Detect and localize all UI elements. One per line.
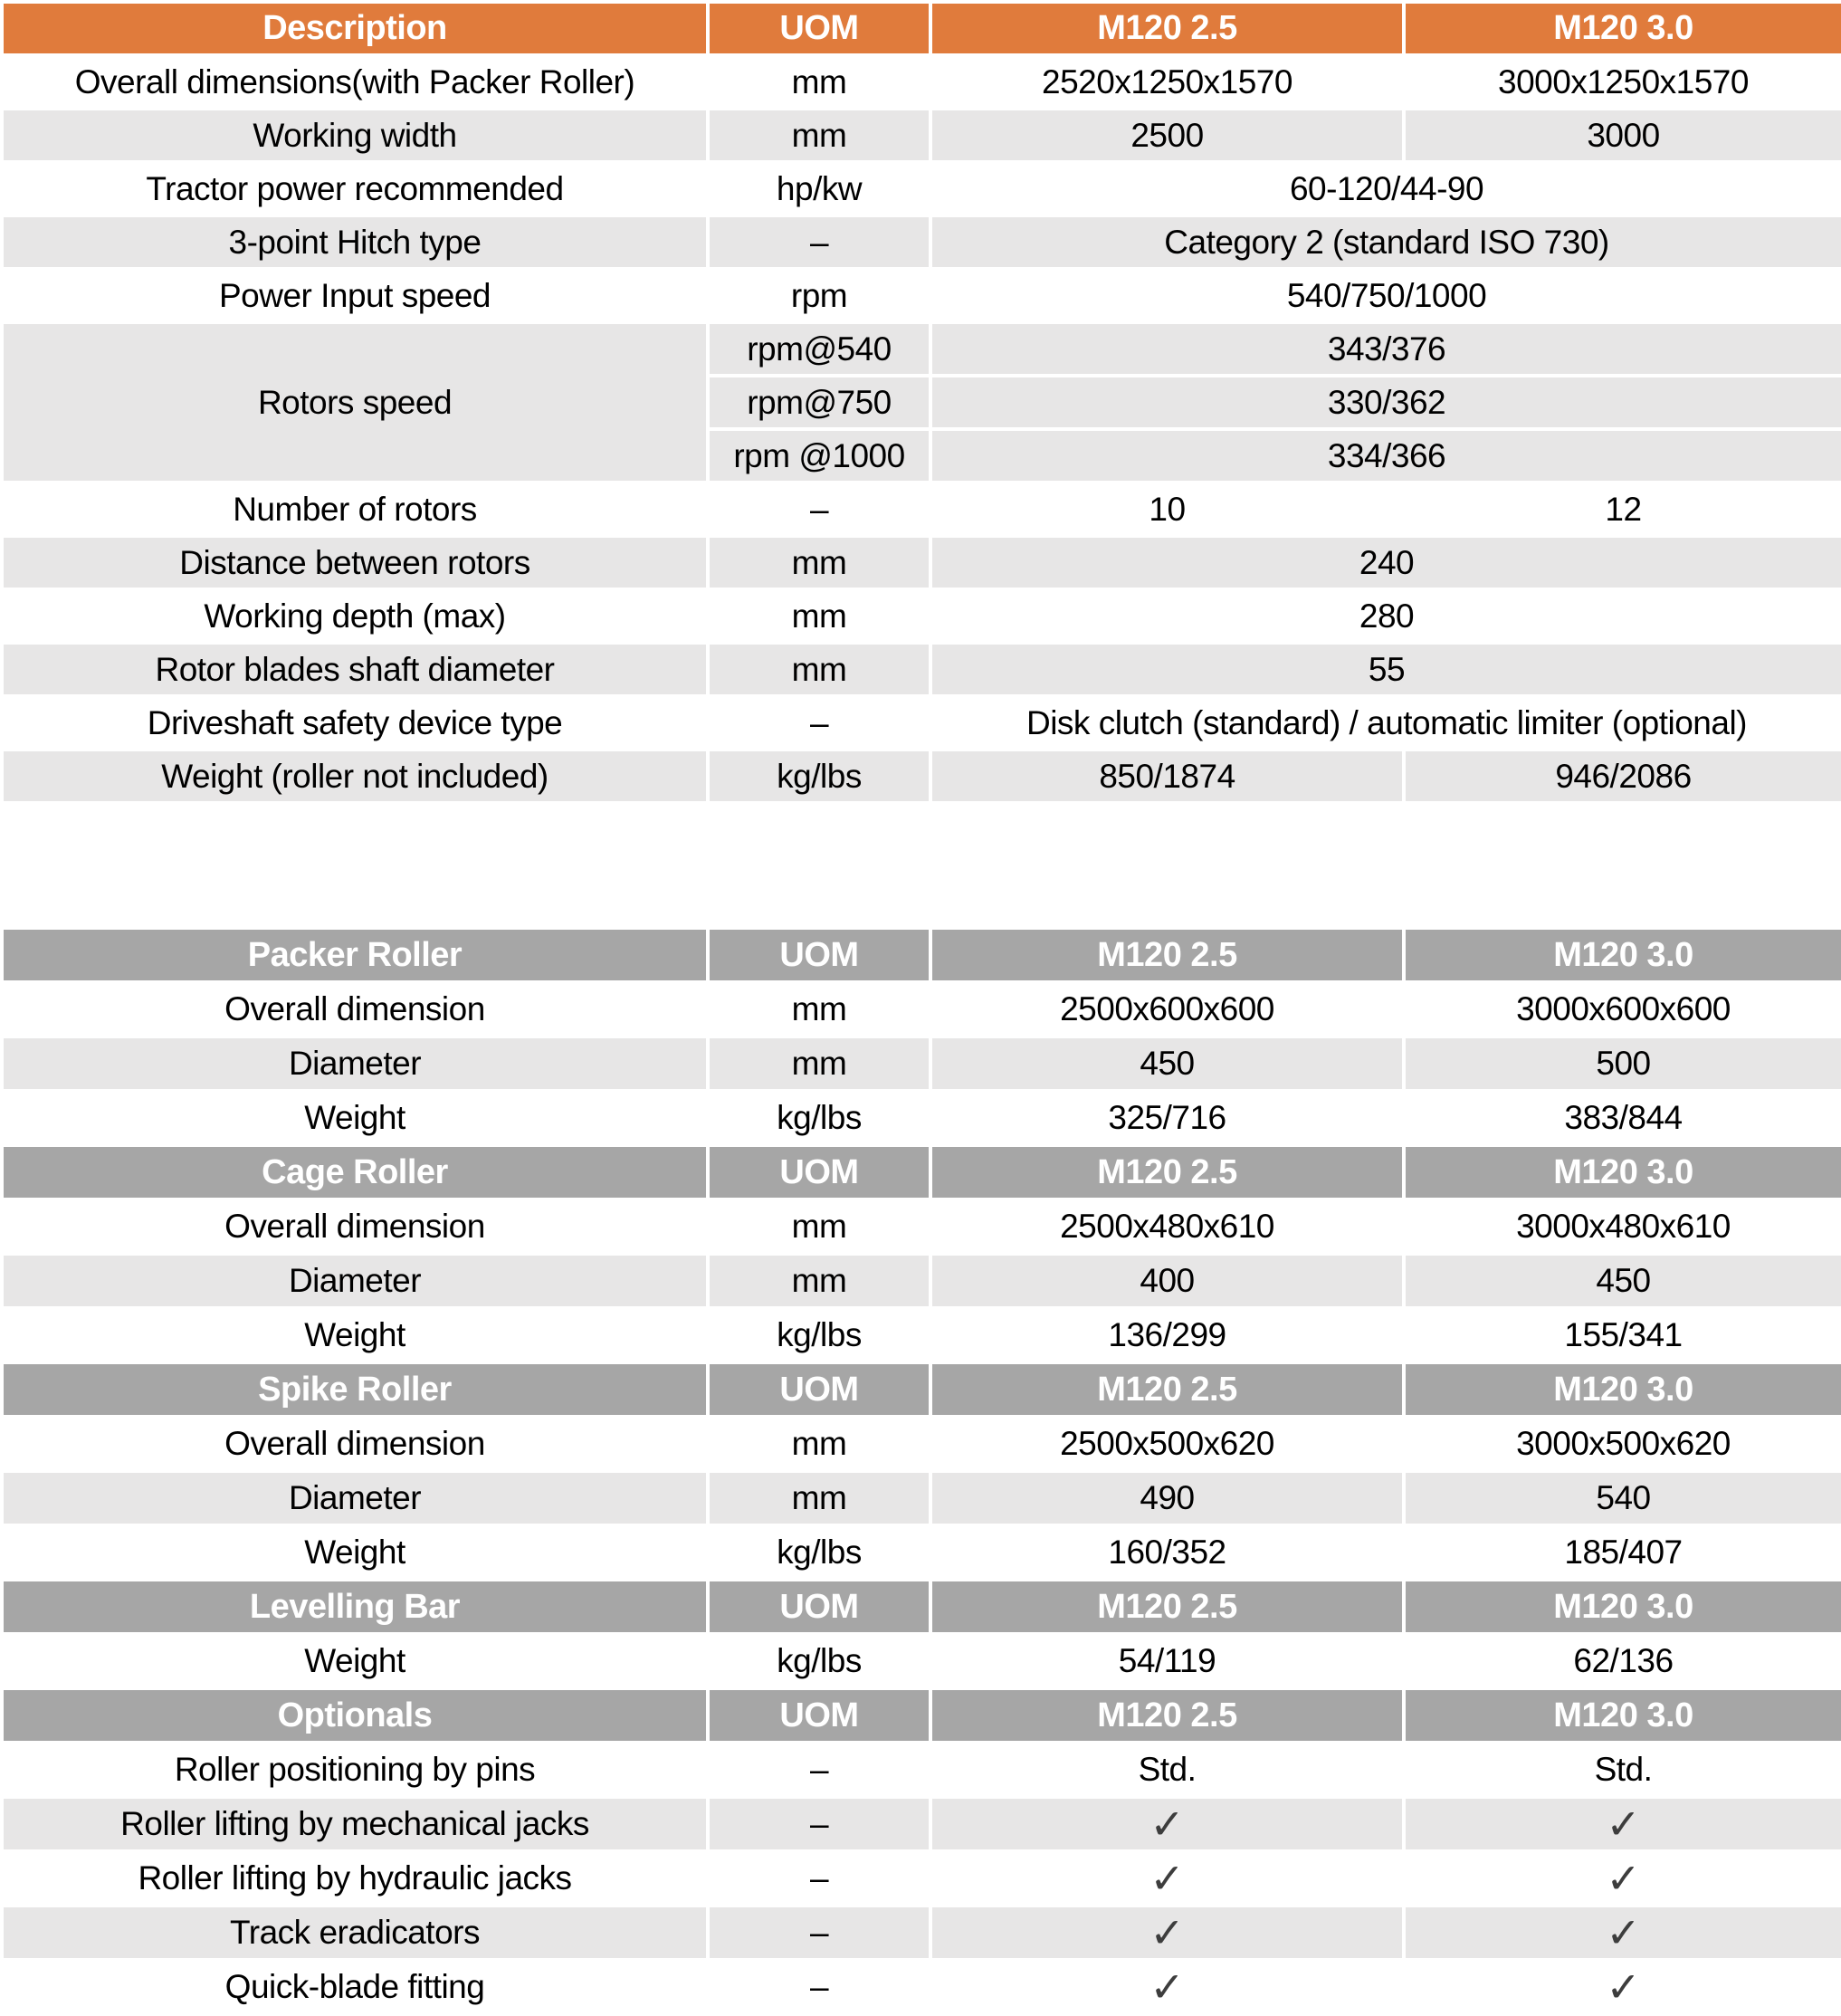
model-column-header: M120 3.0 [1404,1688,1841,1743]
value-cell: 330/362 [930,376,1841,429]
uom-cell: kg/lbs [708,1634,930,1688]
uom-cell: mm [708,536,930,589]
uom-cell: – [708,483,930,536]
spec-row [2,1417,1841,1471]
uom-cell: mm [708,1417,930,1471]
uom-column-header: UOM [708,1145,930,1199]
spec-row [2,1634,1841,1688]
spec-row [2,1471,1841,1525]
value-cell: 540 [1404,1471,1841,1525]
spec-label-cell: Weight [2,1091,708,1145]
model-column-header: M120 2.5 [930,1145,1404,1199]
value-cell: 3000 [1404,109,1841,162]
check-cell: ✓ [1404,1851,1841,1906]
spec-row [2,1091,1841,1145]
section-title: Cage Roller [2,1145,708,1199]
uom-cell: mm [708,109,930,162]
uom-cell: – [708,1851,930,1906]
uom-cell: mm [708,643,930,696]
uom-cell: – [708,1906,930,1960]
uom-cell: mm [708,1471,930,1525]
model-column-header: M120 3.0 [1404,1362,1841,1417]
spec-label-cell: Weight [2,1525,708,1580]
value-cell: 136/299 [930,1308,1404,1362]
value-cell: 185/407 [1404,1525,1841,1580]
section-title: Optionals [2,1688,708,1743]
value-cell: 240 [930,536,1841,589]
uom-cell: mm [708,55,930,109]
check-cell: ✓ [930,1851,1404,1906]
value-cell: 60-120/44-90 [930,162,1841,215]
model-column-header: M120 3.0 [1404,928,1841,982]
value-cell: Disk clutch (standard) / automatic limiter (optional) [930,696,1841,750]
spec-label-cell: Distance between rotors [2,536,708,589]
value-cell: 2500x500x620 [930,1417,1404,1471]
roller-spec-table [0,926,1841,2016]
value-cell: 54/119 [930,1634,1404,1688]
uom-column-header: UOM [708,1362,930,1417]
header-row [2,928,1841,982]
section-title: Levelling Bar [2,1580,708,1634]
value-cell: 450 [1404,1254,1841,1308]
value-cell: 155/341 [1404,1308,1841,1362]
spec-row [2,1308,1841,1362]
spec-row [2,1037,1841,1091]
spec-label-cell: Weight [2,1634,708,1688]
spec-row [2,162,1841,215]
uom-cell: mm [708,1254,930,1308]
model-column-header: M120 2.5 [930,1362,1404,1417]
header-row [2,2,1841,55]
spec-label-cell: Working depth (max) [2,589,708,643]
uom-cell: mm [708,982,930,1037]
spec-row [2,589,1841,643]
model-column-header: M120 2.5 [930,1580,1404,1634]
uom-cell: rpm@540 [708,322,930,376]
uom-cell: rpm @1000 [708,429,930,483]
spec-label-cell: Diameter [2,1471,708,1525]
section-title: Description [2,2,708,55]
spec-row [2,55,1841,109]
uom-cell: kg/lbs [708,750,930,803]
spec-label-cell: Quick-blade fitting [2,1960,708,2014]
header-row [2,1580,1841,1634]
value-cell: 383/844 [1404,1091,1841,1145]
spec-row [2,109,1841,162]
spec-row [2,269,1841,322]
section-title: Spike Roller [2,1362,708,1417]
uom-column-header: UOM [708,1580,930,1634]
value-cell: 3000x1250x1570 [1404,55,1841,109]
spec-row [2,1525,1841,1580]
uom-cell: hp/kw [708,162,930,215]
table-gap [0,805,1841,926]
spec-label-cell: Roller lifting by hydraulic jacks [2,1851,708,1906]
value-cell: 946/2086 [1404,750,1841,803]
spec-label-cell: Number of rotors [2,483,708,536]
spec-row [2,1906,1841,1960]
check-cell: ✓ [1404,1797,1841,1851]
value-cell: 2500x600x600 [930,982,1404,1037]
uom-cell: rpm [708,269,930,322]
spec-row [2,982,1841,1037]
model-column-header: M120 2.5 [930,1688,1404,1743]
uom-cell: mm [708,1037,930,1091]
value-cell: 500 [1404,1037,1841,1091]
model-column-header: M120 2.5 [930,2,1404,55]
main-spec-header [2,2,1841,55]
value-cell: Category 2 (standard ISO 730) [930,215,1841,269]
value-cell: Std. [1404,1743,1841,1797]
uom-cell: mm [708,589,930,643]
model-column-header: M120 3.0 [1404,1580,1841,1634]
section-title: Packer Roller [2,928,708,982]
value-cell: 400 [930,1254,1404,1308]
spec-row [2,215,1841,269]
value-cell: 450 [930,1037,1404,1091]
spec-row [2,1743,1841,1797]
uom-column-header: UOM [708,2,930,55]
uom-cell: – [708,215,930,269]
value-cell: 62/136 [1404,1634,1841,1688]
spec-label-cell: Overall dimension [2,1199,708,1254]
check-cell: ✓ [930,1906,1404,1960]
uom-cell: kg/lbs [708,1308,930,1362]
uom-cell: – [708,696,930,750]
spec-label-cell: Overall dimensions(with Packer Roller) [2,55,708,109]
spec-row [2,1851,1841,1906]
spec-label-cell: Roller positioning by pins [2,1743,708,1797]
value-cell: 160/352 [930,1525,1404,1580]
uom-cell: – [708,1797,930,1851]
check-cell: ✓ [1404,1960,1841,2014]
value-cell: 343/376 [930,322,1841,376]
uom-cell: kg/lbs [708,1525,930,1580]
value-cell: 2520x1250x1570 [930,55,1404,109]
spec-label-cell: 3-point Hitch type [2,215,708,269]
value-cell: 325/716 [930,1091,1404,1145]
spec-label-cell: Rotor blades shaft diameter [2,643,708,696]
value-cell: 3000x500x620 [1404,1417,1841,1471]
value-cell: 3000x480x610 [1404,1199,1841,1254]
spec-row [2,536,1841,589]
uom-column-header: UOM [708,928,930,982]
spec-label-cell: Roller lifting by mechanical jacks [2,1797,708,1851]
spec-label-cell: Power Input speed [2,269,708,322]
spec-row [2,322,1841,376]
spec-label-cell: Weight (roller not included) [2,750,708,803]
spec-label-cell: Working width [2,109,708,162]
spec-label-cell: Overall dimension [2,982,708,1037]
check-cell: ✓ [930,1960,1404,2014]
spec-label-cell: Overall dimension [2,1417,708,1471]
header-row [2,1688,1841,1743]
value-cell: 2500 [930,109,1404,162]
value-cell: 334/366 [930,429,1841,483]
value-cell: 490 [930,1471,1404,1525]
uom-cell: kg/lbs [708,1091,930,1145]
spec-label-cell: Weight [2,1308,708,1362]
spec-row [2,1254,1841,1308]
spec-row [2,643,1841,696]
value-cell: 280 [930,589,1841,643]
model-column-header: M120 3.0 [1404,1145,1841,1199]
spec-label-cell: Rotors speed [2,322,708,483]
model-column-header: M120 3.0 [1404,2,1841,55]
spec-label-cell: Diameter [2,1254,708,1308]
value-cell: 2500x480x610 [930,1199,1404,1254]
spec-row [2,1960,1841,2014]
model-column-header: M120 2.5 [930,928,1404,982]
check-cell: ✓ [930,1797,1404,1851]
spec-row [2,483,1841,536]
value-cell: 10 [930,483,1404,536]
spec-label-cell: Driveshaft safety device type [2,696,708,750]
spec-row [2,750,1841,803]
uom-column-header: UOM [708,1688,930,1743]
spec-row [2,1797,1841,1851]
spec-label-cell: Diameter [2,1037,708,1091]
spec-row [2,696,1841,750]
uom-cell: rpm@750 [708,376,930,429]
value-cell: 540/750/1000 [930,269,1841,322]
check-cell: ✓ [1404,1906,1841,1960]
uom-cell: – [708,1743,930,1797]
value-cell: 12 [1404,483,1841,536]
spec-label-cell: Track eradicators [2,1906,708,1960]
value-cell: Std. [930,1743,1404,1797]
header-row [2,1362,1841,1417]
main-spec-table [0,0,1841,805]
value-cell: 55 [930,643,1841,696]
uom-cell: – [708,1960,930,2014]
header-row [2,1145,1841,1199]
spec-label-cell: Tractor power recommended [2,162,708,215]
uom-cell: mm [708,1199,930,1254]
value-cell: 3000x600x600 [1404,982,1841,1037]
spec-row [2,1199,1841,1254]
value-cell: 850/1874 [930,750,1404,803]
